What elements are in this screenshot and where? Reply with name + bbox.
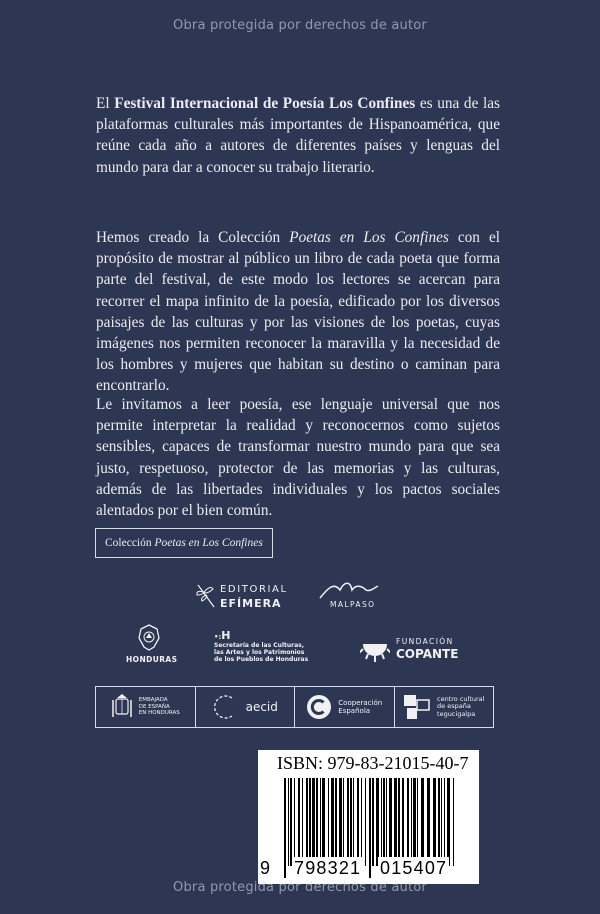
- dragonfly-icon: [194, 583, 220, 611]
- embajada-logo: [96, 687, 195, 727]
- copante-sun-icon: [360, 636, 390, 662]
- intro-paragraph: [96, 93, 500, 178]
- p3-text: Le invitamos a leer poesía, ese lenguaje universal que nos permite interpretar la realidad y reconocernos como sujetos sensibles, capaces de transformar nuestro mundo para que sea justo, respetuoso, protector de las memorias y las culturas, además de las libertades individuales y los pactos sociales alentados por el bien común.: [96, 396, 500, 520]
- honduras-coat-of-arms-icon: [126, 622, 172, 654]
- cooperacion-line2: Española: [338, 707, 371, 715]
- cooperacion-line1: Cooperación: [338, 699, 383, 707]
- honduras-text: HONDURAS: [126, 655, 178, 664]
- fundacion-copante-logo: [360, 634, 460, 664]
- p1-text-start: El: [96, 95, 115, 112]
- isbn-label: ISBN: 979-83-21015-40-7: [277, 753, 469, 773]
- efimera-line1: EDITORIAL: [220, 584, 288, 595]
- p2-text-end: con el propósito de mostrar al público un libro de cada poeta que forma parte del festival, de este modo los lectores se acercan para recorrer el mapa infinito de la poesía, edificado por los diversos paisajes de las culturas y por las visiones de los poetas, cuyas imágenes nos permiten reconocer la maravilla y la necesidad de los hombres y mujeres que habitan su destino o caminan para encontrarlo.: [96, 229, 501, 395]
- p1-text-end: es una de las plataformas culturales más importantes de Hispanoamérica, que reúne cada año a autores de diferentes países y lenguas del mundo para dar a conocer su trabajo literario.: [96, 95, 500, 176]
- invitation-paragraph: [96, 394, 500, 521]
- embajada-line1: EMBAJADA: [138, 697, 168, 704]
- embajada-line3: EN HONDURAS: [138, 710, 180, 717]
- malpaso-text: MALPASO: [330, 600, 376, 609]
- secretaria-line2: las Artes y los Patrimonios: [214, 649, 305, 656]
- ccet-logo: [394, 687, 494, 727]
- malpaso-signature-icon: [316, 578, 380, 602]
- spain-coat-of-arms-icon: [111, 693, 133, 721]
- embajada-line2: DE ESPAÑA: [138, 703, 170, 710]
- collection-label: [95, 528, 273, 558]
- barcode-first-digit: 9: [260, 858, 272, 878]
- collection-label-text: Colección: [105, 537, 155, 549]
- barcode-right-digits: 015407: [380, 858, 448, 878]
- p2-text-start: Hemos creado la Colección: [96, 229, 290, 246]
- ccet-blocks-icon: [403, 694, 431, 720]
- fundacion-line2: COPANTE: [396, 647, 459, 661]
- efimera-line2: EFÍMERA: [220, 597, 282, 610]
- honduras-logo: [126, 622, 178, 668]
- cooperacion-logo: [294, 687, 394, 727]
- fundacion-line1: FUNDACIÓN: [396, 637, 454, 646]
- ccet-line3: tegucigalpa: [437, 709, 476, 718]
- aecid-logo: [195, 687, 295, 727]
- collection-title: Poetas en Los Confines: [289, 229, 449, 246]
- cooperacion-c-icon: [306, 694, 332, 720]
- secretaria-line3: de los Pueblos de Honduras: [214, 656, 309, 663]
- malpaso-logo: [316, 578, 386, 616]
- aecid-text: aecid: [245, 700, 278, 714]
- secretaria-line1: Secretaría de las Culturas,: [214, 642, 304, 649]
- secretaria-h: H: [221, 629, 231, 642]
- watermark-bottom: Obra protegida por derechos de autor: [173, 880, 427, 895]
- barcode-area: [258, 750, 479, 884]
- secretaria-mark: [214, 629, 231, 642]
- secretaria-logo: [214, 629, 326, 663]
- ccet-line2: de españa: [437, 702, 471, 711]
- collection-paragraph: [96, 227, 500, 397]
- editorial-efimera-logo: [194, 583, 294, 613]
- festival-name: Festival Internacional de Poesía Los Confines: [114, 95, 416, 112]
- ccet-line1: centro cultural: [437, 694, 485, 703]
- watermark-top: Obra protegida por derechos de autor: [173, 18, 427, 33]
- barcode-left-digits: 798321: [294, 858, 362, 878]
- aecid-circle-icon: [212, 693, 240, 721]
- secretaria-dots-icon: •:: [214, 633, 222, 641]
- collection-label-title: Poetas en Los Confines: [154, 537, 263, 549]
- partners-strip: [95, 686, 494, 728]
